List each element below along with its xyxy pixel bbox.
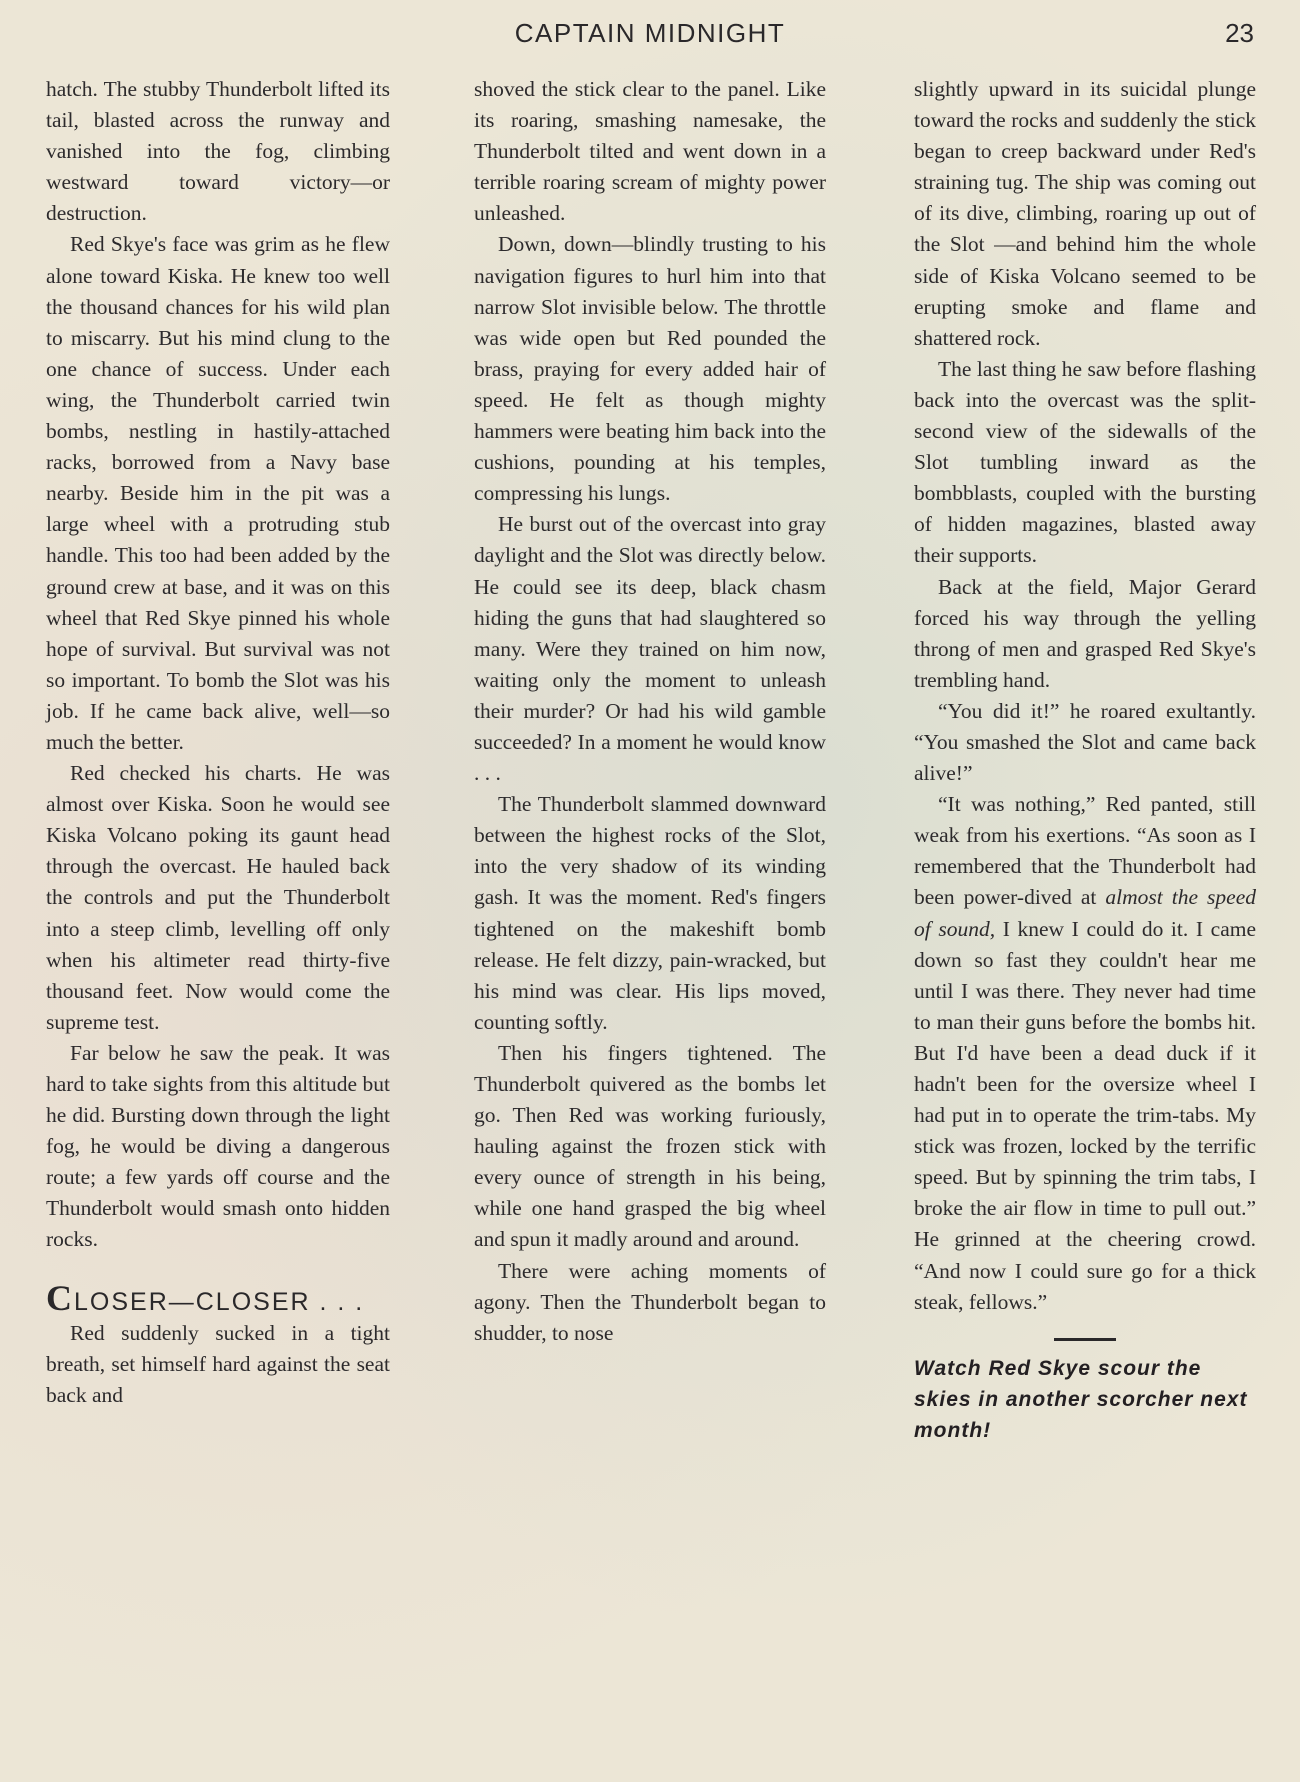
- paragraph: Down, down—blindly trusting to his navigation figures to hurl him into that narrow Slot invisible below. The throttle was wide open but Red pounded the brass, praying for every added hair of speed. He felt as though mighty hammers were beating him back into the cushions, pounding at his temples, compressing his lungs.: [474, 232, 826, 506]
- subheading-drop-cap: C: [46, 1277, 74, 1318]
- paragraph: Then his fingers tightened. The Thunderbolt quivered as the bombs let go. Then Red was working furiously, hauling against the frozen stick with every ounce of strength in his being, while one hand grasped the big wheel and spun it madly around and around.: [474, 1040, 826, 1252]
- paragraph: “You did it!” he roared exultantly. “You smashed the Slot and came back alive!”: [914, 698, 1256, 786]
- paragraph: Red suddenly sucked in a tight breath, set himself hard against the seat back and: [46, 1320, 390, 1407]
- paragraph-text: I knew I could do it. I came down so fast they couldn't hear me until I was there. They never had time to man their guns before the bombs hit. But I'd have been a dead duck if it hadn't been for the oversize wheel I had put in to operate the trim-tabs. My stick was frozen, locked by the terrific speed. But by spinning the trim tabs, I broke the air flow in time to pull out.” He grinned at the cheering crowd. “And now I could sure go for a thick steak, fellows.”: [914, 916, 1256, 1314]
- page-header: [0, 18, 1300, 58]
- running-title: CAPTAIN MIDNIGHT: [514, 18, 786, 48]
- column-3: [914, 74, 1256, 1446]
- paragraph: Red checked his charts. He was almost over Kiska. Soon he would see Kiska Volcano poking its gaunt head through the overcast. He hauled back the controls and put the Thunderbolt into a steep climb, levelling off only when his altimeter read thirty-five thousand feet. Now would come the supreme test.: [46, 761, 390, 1034]
- paragraph: There were aching moments of agony. Then the Thunderbolt began to shudder, to nose: [474, 1258, 826, 1345]
- paragraph: Back at the field, Major Gerard forced his way through the yelling throng of men and grasped Red Skye's trembling hand.: [914, 574, 1256, 692]
- paragraph: The last thing he saw before flashing back into the overcast was the split-second view of the sidewalls of the Slot tumbling inward as the bombblasts, coupled with the bursting of hidden magazines, blasted away their supports.: [914, 356, 1256, 568]
- paragraph: The Thunderbolt slammed downward between the highest rocks of the Slot, into the very shadow of its winding gash. It was the moment. Red's fingers tightened on the makeshift bomb release. He felt dizzy, pain-wracked, but his mind was clear. His lips moved, counting softly.: [474, 792, 826, 1034]
- section-subheading: [46, 1277, 390, 1318]
- column-1: [46, 74, 390, 1411]
- paragraph: slightly upward in its suicidal plunge toward the rocks and suddenly the stick began to creep backward under Red's straining tug. The ship was coming out of its dive, climbing, roaring up out of the Slot —and behind him the whole side of Kiska Volcano seemed to be erupting smoke and flame and shattered rock.: [914, 77, 1256, 350]
- divider-rule: [1054, 1338, 1116, 1341]
- next-issue-teaser: Watch Red Skye scour the skies in another scorcher next month!: [914, 1356, 1248, 1442]
- paragraph: Far below he saw the peak. It was hard to take sights from this altitude but he did. Bursting down through the light fog, he would be diving a dangerous route; a few yards off course and the Thunderbolt would smash onto hidden rocks.: [46, 1040, 390, 1252]
- subheading-text: LOSER—CLOSER . . .: [74, 1287, 365, 1316]
- column-2: [474, 74, 826, 1349]
- paragraph: Red Skye's face was grim as he flew alone toward Kiska. He knew too well the thousand chances for his wild plan to miscarry. But his mind clung to the one chance of success. Under each wing, the Thunderbolt carried twin bombs, nestling in hastily-attached racks, borrowed from a Navy base nearby. Beside him in the pit was a large wheel with a protruding stub handle. This too had been added by the ground crew at base, and it was on this wheel that Red Skye pinned his whole hope of survival. But survival was not so important. To bomb the Slot was his job. If he came back alive, well—so much the better.: [46, 232, 390, 754]
- emphasis-text: almost the speed of sound,: [914, 885, 1257, 941]
- paragraph: He burst out of the overcast into gray daylight and the Slot was directly below. He could see its deep, black chasm hiding the guns that had slaughtered so many. Were they trained on him now, waiting only the moment to unleash their murder? Or had his wild gamble succeeded? In a moment he would know . . .: [474, 512, 826, 786]
- paragraph-text: “It was nothing,” Red panted, still weak from his exertions. “As soon as I remembered that the Thunderbolt had been power-dived at: [914, 792, 1256, 910]
- page-number: 23: [1225, 18, 1254, 48]
- paragraph: shoved the stick clear to the panel. Like its roaring, smashing namesake, the Thunderbolt tilted and went down in a terrible roaring scream of mighty power unleashed.: [474, 77, 826, 226]
- paragraph: hatch. The stubby Thunderbolt lifted its tail, blasted across the runway and vanished into the fog, climbing westward toward victory—or destruction.: [46, 77, 390, 226]
- paragraph: [914, 789, 1256, 1318]
